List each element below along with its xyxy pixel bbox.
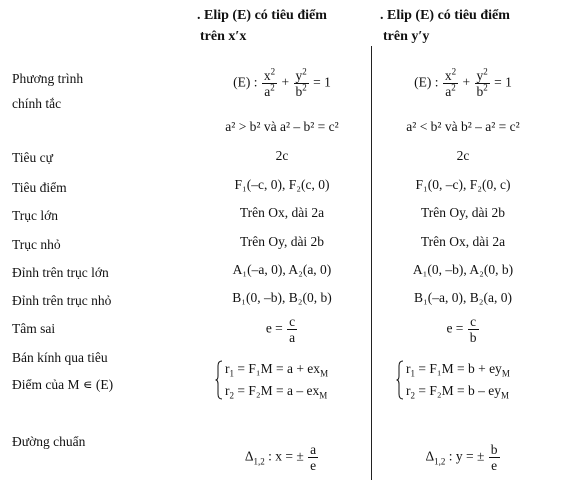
- col2-eq-rhs: = 1: [494, 74, 512, 90]
- col1-eq-rhs: = 1: [313, 74, 331, 90]
- col1-r1: $r_1 = F_1M = a + ex_M$: [225, 361, 329, 379]
- col1-condition: a² > b² và a² – b² = c²: [225, 119, 339, 134]
- col2-minor-vertices: B₁(–a, 0), B₂(a, 0): [414, 290, 512, 305]
- col2-canonical-equation: (E) : $\frac{x^2}{a^2}$ + $\frac{y^2}{b^2}$ = 1: [414, 66, 512, 99]
- col1-focal-radius-system: [215, 360, 365, 402]
- label-radius-line2: Điểm của M ∊ (E): [12, 377, 114, 392]
- col1-header-line1: . Elip (E) có tiêu điểm: [197, 8, 327, 23]
- col2-eccentricity: [378, 314, 548, 345]
- label-radius-line1: Bán kính qua tiêu: [12, 350, 108, 365]
- col1-eccentricity: [197, 314, 367, 345]
- col1-eq-prefix: (E) :: [233, 74, 258, 90]
- label-equation-line1: Phương trình: [12, 71, 84, 86]
- label-eccentricity: Tâm sai: [12, 321, 56, 336]
- label-focal-length: Tiêu cự: [12, 150, 53, 165]
- col1-minor-axis: Trên Oy, dài 2b: [239, 234, 325, 249]
- col1-dir-fraction: $\frac{a}{e}$: [310, 442, 317, 473]
- label-minor-axis: Trục nhỏ: [12, 237, 61, 252]
- col2-directrix: $\Delta_{1,2}$ : y = ± $\frac{b}{e}$: [425, 442, 498, 473]
- col1-ecc-fraction: $\frac{c}{a}$: [289, 314, 296, 345]
- left-brace-icon: [396, 360, 404, 400]
- x-over-a-fraction: $\frac{x^2}{a^2}$: [444, 66, 457, 99]
- col2-ecc-fraction: $\frac{c}{b}$: [469, 314, 477, 345]
- y-over-b-fraction: $\frac{y^2}{b^2}$: [476, 66, 488, 99]
- y-over-b-fraction: $\frac{y^2}{b^2}$: [295, 66, 307, 99]
- col2-dir-fraction: $\frac{b}{e}$: [490, 442, 498, 473]
- col2-foci: F₁(0, –c), F₂(0, c): [415, 177, 511, 192]
- left-brace-icon: [215, 360, 223, 400]
- col1-major-axis: Trên Ox, dài 2a: [239, 205, 325, 220]
- label-major-vertices: Đỉnh trên trục lớn: [12, 265, 109, 280]
- label-foci: Tiêu điểm: [12, 180, 67, 195]
- col1-ecc-lhs: e =: [265, 320, 283, 336]
- col1-r2: $r_2 = F_2M = a - ex_M$: [225, 383, 328, 401]
- col1-focal-length: 2c: [275, 148, 289, 163]
- col2-ecc-lhs: e =: [446, 320, 464, 336]
- col1-header-line2: trên x′x: [200, 29, 247, 44]
- column-divider: [371, 46, 372, 480]
- label-major-axis: Trục lớn: [12, 208, 59, 223]
- col1-canonical-equation: (E) : $\frac{x^2}{a^2}$ + $\frac{y^2}{b^2}$ = 1: [233, 66, 331, 99]
- col2-eq-prefix: (E) :: [414, 74, 439, 90]
- col2-header-line1: . Elip (E) có tiêu điểm: [380, 8, 510, 23]
- col2-condition: a² < b² và b² – a² = c²: [406, 119, 520, 134]
- col2-minor-axis: Trên Ox, dài 2a: [420, 234, 506, 249]
- col2-r2: $r_2 = F_2M = b - ey_M$: [406, 383, 509, 401]
- col2-focal-length: 2c: [456, 148, 470, 163]
- x-over-a-fraction: $\frac{x^2}{a^2}$: [263, 66, 276, 99]
- col1-directrix: $\Delta_{1,2}$ : x = ± $\frac{a}{e}$: [244, 442, 317, 473]
- col2-r1: $r_1 = F_1M = b + ey_M$: [406, 361, 510, 379]
- col2-major-axis: Trên Oy, dài 2b: [420, 205, 506, 220]
- col2-header-line2: trên y′y: [383, 29, 430, 44]
- col2-major-vertices: A₁(0, –b), A₂(0, b): [412, 262, 514, 277]
- col2-focal-radius-system: [396, 360, 546, 402]
- col1-major-vertices: A₁(–a, 0), A₂(a, 0): [232, 262, 332, 277]
- col1-foci: F₁(–c, 0), F₂(c, 0): [234, 177, 330, 192]
- col1-minor-vertices: B₁(0, –b), B₂(0, b): [232, 290, 332, 305]
- label-minor-vertices: Đỉnh trên trục nhỏ: [12, 293, 112, 308]
- label-equation-line2: chính tắc: [12, 96, 62, 111]
- label-directrix: Đường chuẩn: [12, 434, 86, 449]
